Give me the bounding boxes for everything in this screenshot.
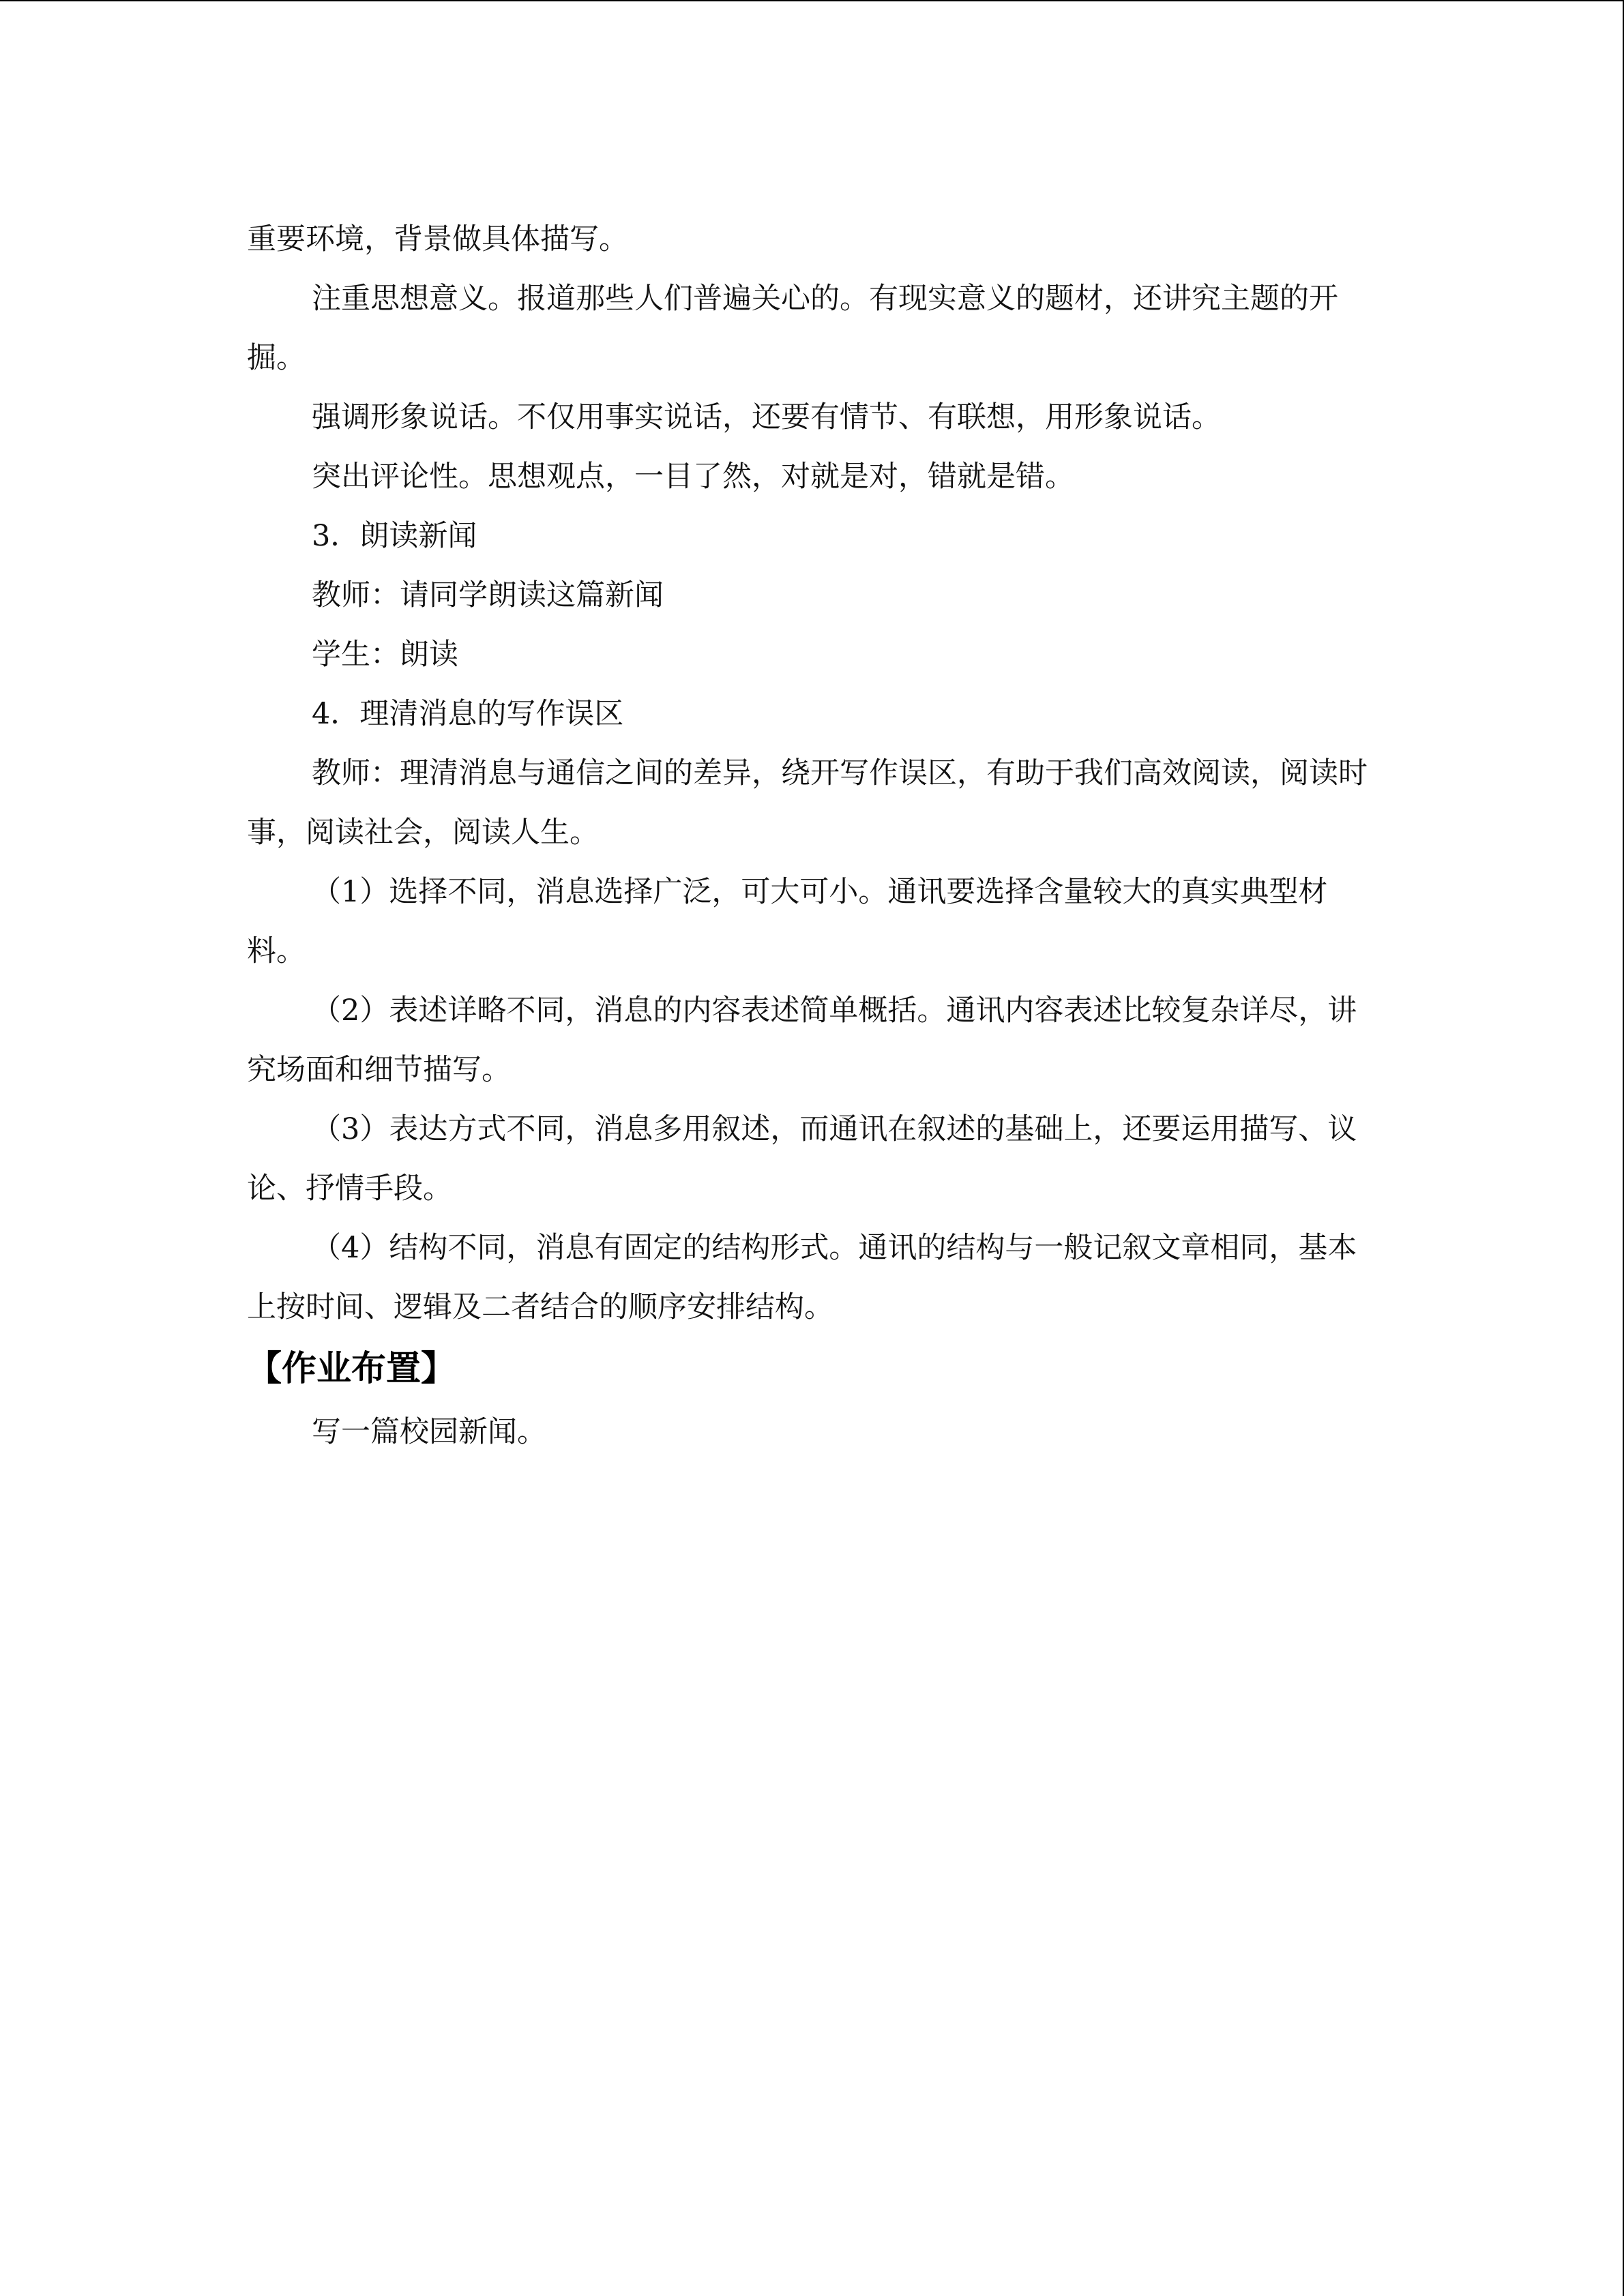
paragraph-point-2-detail: （2）表述详略不同，消息的内容表述简单概括。通讯内容表述比较复杂详尽，讲究场面和细节描写。 bbox=[247, 994, 1357, 1087]
paragraph-commentary: 突出评论性。思想观点，一目了然，对就是对，错就是错。 bbox=[312, 460, 1074, 494]
paragraph-teacher-read-request: 教师：请同学朗读这篇新闻 bbox=[312, 578, 664, 612]
paragraph-image-speaking: 强调形象说话。不仅用事实说话，还要有情节、有联想，用形象说话。 bbox=[312, 400, 1221, 434]
paragraph-homework: 写一篇校园新闻。 bbox=[312, 1415, 546, 1449]
paragraph-point-3-expression: （3）表达方式不同，消息多用叙述，而通讯在叙述的基础上，还要运用描写、议论、抒情手段。 bbox=[247, 1112, 1357, 1206]
paragraph-point-1-selection: （1）选择不同，消息选择广泛，可大可小。通讯要选择含量较大的真实典型材料。 bbox=[247, 875, 1328, 968]
paragraph-background-description: 重要环境，背景做具体描写。 bbox=[247, 222, 628, 256]
paragraph-step-4-writing-pitfalls: 4．理清消息的写作误区 bbox=[312, 697, 624, 731]
paragraph-teacher-differences: 教师：理清消息与通信之间的差异，绕开写作误区，有助于我们高效阅读，阅读时事，阅读社会，阅读人生。 bbox=[247, 756, 1368, 850]
paragraph-step-3-read-news: 3．朗读新闻 bbox=[312, 519, 477, 553]
paragraph-ideological-significance: 注重思想意义。报道那些人们普遍关心的。有现实意义的题材，还讲究主题的开掘。 bbox=[247, 282, 1338, 375]
paragraph-point-4-structure: （4）结构不同，消息有固定的结构形式。通讯的结构与一般记叙文章相同，基本上按时间、逻辑及二者结合的顺序安排结构。 bbox=[247, 1231, 1357, 1324]
document-body bbox=[247, 210, 1379, 1462]
section-heading-homework: 【作业布置】 bbox=[247, 1349, 456, 1389]
paragraph-student-read: 学生：朗读 bbox=[312, 638, 458, 672]
